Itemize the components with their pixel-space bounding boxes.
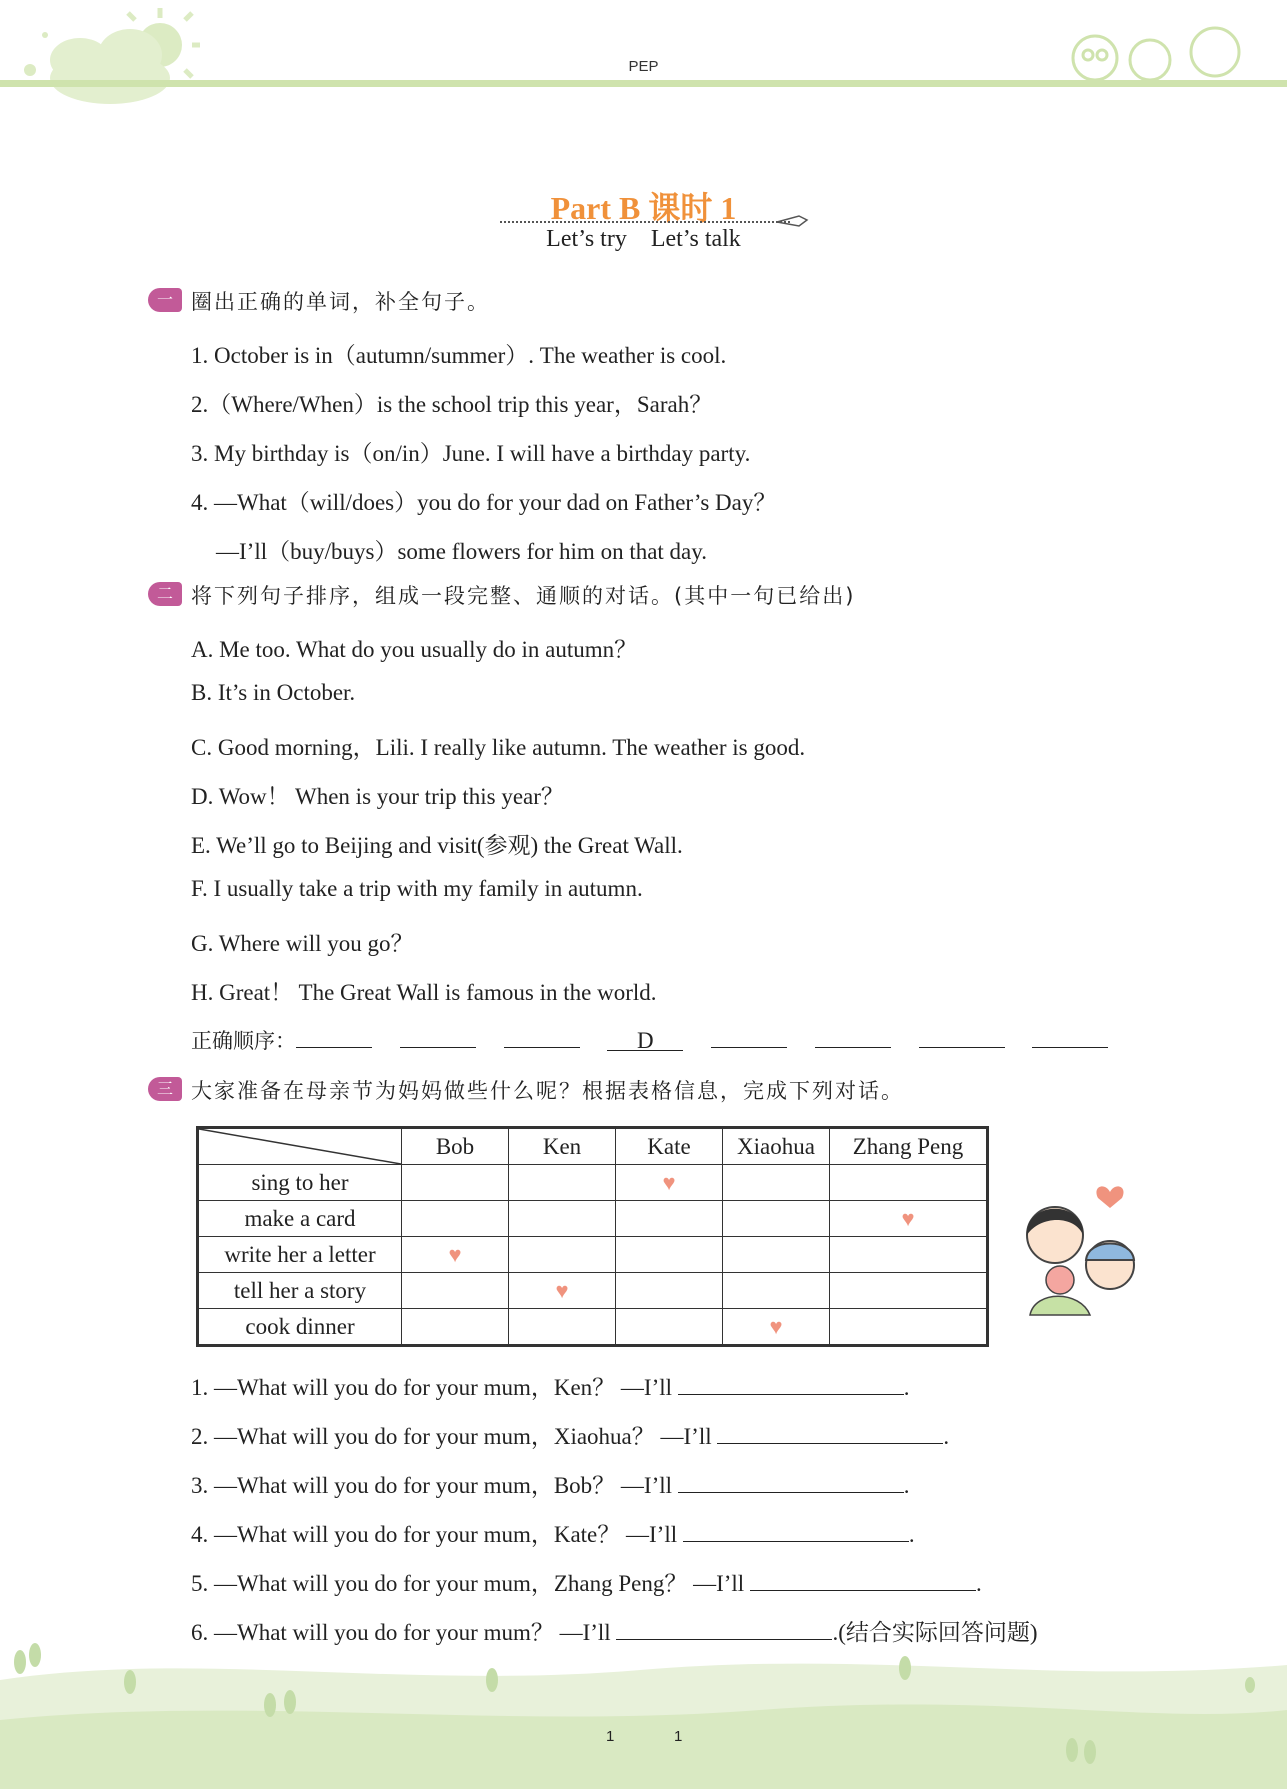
s1-item-4-reply: —I’ll（buy/buys）some flowers for him on that day. bbox=[216, 539, 708, 564]
heart-icon: ♥ bbox=[769, 1313, 783, 1339]
section-1-instruction: 圈出正确的单词，补全句子。 bbox=[191, 290, 490, 314]
footer-landscape bbox=[0, 1640, 1287, 1789]
table-row bbox=[198, 1273, 988, 1309]
title-dotted-rule bbox=[500, 221, 790, 223]
order-answer-row bbox=[191, 1025, 1108, 1055]
s2-item-h: H. Great！ The Great Wall is famous in the world. bbox=[191, 980, 657, 1005]
table-row bbox=[198, 1309, 988, 1346]
s3-question-6-text: 6. —What will you do for your mum？ —I’ll bbox=[191, 1620, 611, 1645]
s3-answer-2[interactable] bbox=[717, 1421, 943, 1444]
order-blank-3[interactable] bbox=[504, 1025, 580, 1048]
order-blank-8[interactable] bbox=[1032, 1025, 1108, 1048]
s3-answer-1[interactable] bbox=[678, 1372, 904, 1395]
order-blank-1[interactable] bbox=[296, 1025, 372, 1048]
col-header: Ken bbox=[509, 1128, 616, 1165]
page-title: Part B 课时 1 bbox=[550, 190, 737, 226]
order-blank-5[interactable] bbox=[711, 1025, 787, 1048]
heart-icon: ♥ bbox=[662, 1169, 676, 1195]
s2-item-a: A. Me too. What do you usually do in autumn？ bbox=[191, 637, 638, 662]
table-corner-cell bbox=[198, 1128, 402, 1165]
row-header: sing to her bbox=[198, 1165, 402, 1201]
col-header: Bob bbox=[402, 1128, 509, 1165]
s2-item-e: E. We’ll go to Beijing and visit(参观) the Great Wall. bbox=[191, 833, 683, 858]
s1-item-4: 4. —What（will/does）you do for your dad on Father’s Day？ bbox=[191, 490, 777, 515]
s3-question-5: 5. —What will you do for your mum，Zhang Peng？ —I’ll . bbox=[191, 1565, 982, 1598]
page-number-right: 1 bbox=[674, 1728, 683, 1745]
section-1-badge: 一 bbox=[148, 288, 182, 312]
section-2-instruction: 将下列句子排序，组成一段完整、通顺的对话。(其中一句已给出) bbox=[191, 584, 856, 608]
s3-question-1-text: 1. —What will you do for your mum，Ken？ —I’ll bbox=[191, 1375, 673, 1400]
s3-answer-3[interactable] bbox=[678, 1470, 904, 1493]
mothers-day-table bbox=[196, 1126, 989, 1347]
col-header: Zhang Peng bbox=[830, 1128, 988, 1165]
table-row bbox=[198, 1165, 988, 1201]
heart-icon: ♥ bbox=[448, 1241, 462, 1267]
section-3-instruction: 大家准备在母亲节为妈妈做些什么呢？根据表格信息，完成下列对话。 bbox=[191, 1079, 904, 1103]
table-header-row bbox=[198, 1128, 988, 1165]
section-3-badge: 三 bbox=[148, 1077, 182, 1101]
s3-question-4: 4. —What will you do for your mum，Kate？ —I’ll . bbox=[191, 1516, 915, 1549]
s3-question-2: 2. —What will you do for your mum，Xiaohua？ —I’ll . bbox=[191, 1418, 949, 1451]
s2-item-c: C. Good morning，Lili. I really like autumn. The weather is good. bbox=[191, 735, 806, 760]
col-header: Xiaohua bbox=[723, 1128, 830, 1165]
s2-item-b: B. It’s in October. bbox=[191, 680, 356, 705]
s3-question-1: 1. —What will you do for your mum，Ken？ —I’ll . bbox=[191, 1369, 910, 1402]
order-blank-4: D bbox=[607, 1028, 683, 1051]
order-blank-6[interactable] bbox=[815, 1025, 891, 1048]
heart-icon: ♥ bbox=[555, 1277, 569, 1303]
header-rule bbox=[0, 80, 1287, 87]
s3-answer-4[interactable] bbox=[683, 1519, 909, 1542]
s1-item-1: 1. October is in（autumn/summer）. The weather is cool. bbox=[191, 343, 727, 368]
row-header: make a card bbox=[198, 1201, 402, 1237]
s2-item-g: G. Where will you go？ bbox=[191, 931, 414, 956]
row-header: tell her a story bbox=[198, 1273, 402, 1309]
header-decoration bbox=[0, 0, 1287, 110]
heart-icon: ♥ bbox=[901, 1205, 915, 1231]
heart-icon bbox=[1096, 1186, 1123, 1208]
subtitle-lets-talk: Let’s talk bbox=[650, 226, 741, 252]
s2-item-f: F. I usually take a trip with my family in autumn. bbox=[191, 876, 643, 901]
table-row bbox=[198, 1237, 988, 1273]
subtitle-lets-try: Let’s try bbox=[546, 226, 627, 252]
s3-answer-6[interactable] bbox=[616, 1617, 832, 1640]
order-blank-2[interactable] bbox=[400, 1025, 476, 1048]
series-label: PEP bbox=[628, 58, 659, 75]
mother-child-illustration bbox=[1010, 1180, 1160, 1320]
table-row bbox=[198, 1201, 988, 1237]
s1-item-2: 2.（Where/When）is the school trip this year，Sarah？ bbox=[191, 392, 713, 417]
s2-item-d: D. Wow！ When is your trip this year？ bbox=[191, 784, 564, 809]
row-header: write her a letter bbox=[198, 1237, 402, 1273]
s3-question-3: 3. —What will you do for your mum，Bob？ —I’ll . bbox=[191, 1467, 910, 1500]
section-2-badge: 二 bbox=[148, 582, 182, 606]
s3-answer-5[interactable] bbox=[750, 1568, 976, 1591]
s3-question-5-text: 5. —What will you do for your mum，Zhang Peng？ —I’ll bbox=[191, 1571, 745, 1596]
page-number-left: 1 bbox=[606, 1728, 615, 1745]
page-subtitle bbox=[0, 226, 1287, 253]
row-header: cook dinner bbox=[198, 1309, 402, 1346]
s3-question-6: 6. —What will you do for your mum？ —I’ll .(结合实际回答问题) bbox=[191, 1614, 1038, 1647]
s3-question-2-text: 2. —What will you do for your mum，Xiaohua？ —I’ll bbox=[191, 1424, 712, 1449]
col-header: Kate bbox=[616, 1128, 723, 1165]
s3-question-4-text: 4. —What will you do for your mum，Kate？ —I’ll bbox=[191, 1522, 678, 1547]
s3-question-3-text: 3. —What will you do for your mum，Bob？ —I’ll bbox=[191, 1473, 673, 1498]
order-blank-7[interactable] bbox=[919, 1025, 1005, 1048]
s1-item-3: 3. My birthday is（on/in）June. I will have a birthday party. bbox=[191, 441, 751, 466]
s3-question-6-note: (结合实际回答问题) bbox=[838, 1620, 1038, 1645]
order-label: 正确顺序： bbox=[191, 1029, 296, 1053]
